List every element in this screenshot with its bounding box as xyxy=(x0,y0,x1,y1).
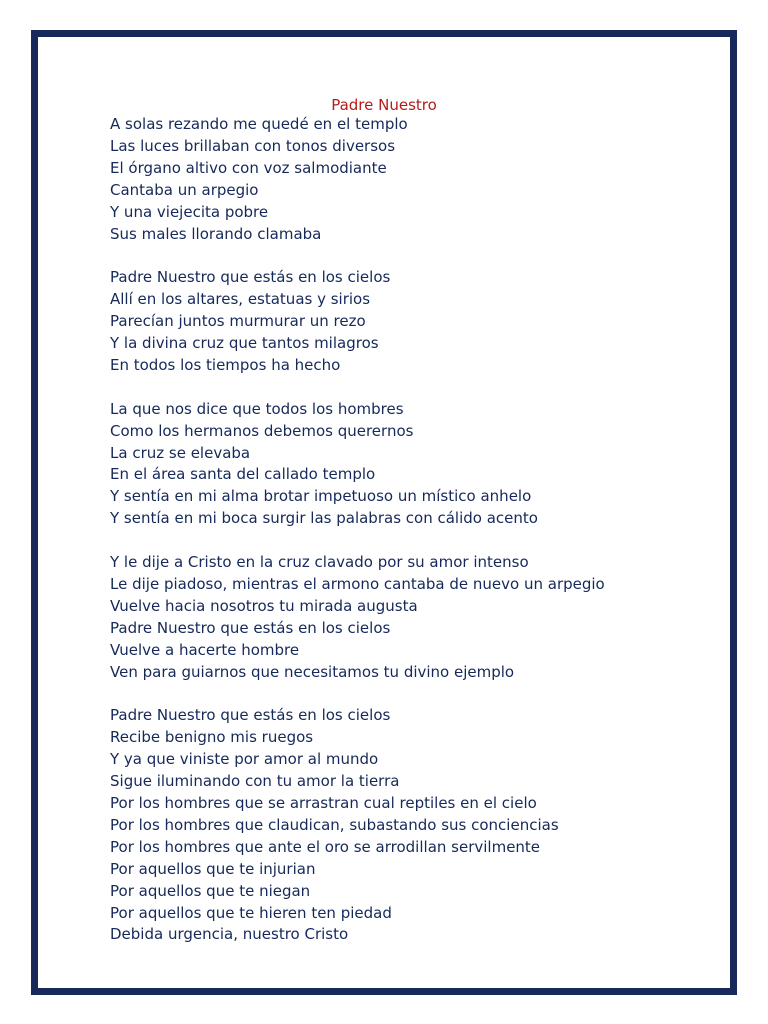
poem-line: La que nos dice que todos los hombres xyxy=(110,399,404,418)
poem-line: Padre Nuestro que estás en los cielos xyxy=(110,618,391,637)
poem-line: Y la divina cruz que tantos milagros xyxy=(110,334,379,353)
poem-line: Ven para guiarnos que necesitamos tu divino ejemplo xyxy=(110,662,515,681)
page-border-frame xyxy=(31,30,737,995)
stanza-5 xyxy=(110,705,730,946)
poem-line: Y sentía en mi boca surgir las palabras con cálido acento xyxy=(110,509,538,528)
poem-line: Vuelve a hacerte hombre xyxy=(110,640,300,659)
poem-body xyxy=(110,114,730,946)
poem-line: La cruz se elevaba xyxy=(110,443,251,462)
poem-line: Parecían juntos murmurar un rezo xyxy=(110,312,366,331)
stanza-2 xyxy=(110,267,730,377)
poem-line: Y una viejecita pobre xyxy=(110,202,269,221)
poem-line: Las luces brillaban con tonos diversos xyxy=(110,136,396,155)
poem-line: Por aquellos que te injurian xyxy=(110,859,316,878)
stanza-4 xyxy=(110,552,730,683)
poem-line: Por aquellos que te hieren ten piedad xyxy=(110,903,392,922)
poem-line: Como los hermanos debemos querernos xyxy=(110,421,414,440)
poem-line: Sus males llorando clamaba xyxy=(110,224,322,243)
poem-line: Por los hombres que ante el oro se arrodillan servilmente xyxy=(110,837,541,856)
poem-line: Le dije piadoso, mientras el armono cantaba de nuevo un arpegio xyxy=(110,574,605,593)
poem-line: En el área santa del callado templo xyxy=(110,465,376,484)
poem-line: A solas rezando me quedé en el templo xyxy=(110,115,408,133)
poem-line: Sigue iluminando con tu amor la tierra xyxy=(110,772,400,791)
poem-line: Debida urgencia, nuestro Cristo xyxy=(110,925,349,944)
poem-line: El órgano altivo con voz salmodiante xyxy=(110,158,387,177)
poem-line: Y sentía en mi alma brotar impetuoso un místico anhelo xyxy=(110,487,532,506)
poem-line: Y le dije a Cristo en la cruz clavado por su amor intenso xyxy=(110,553,529,572)
poem-line: Padre Nuestro que estás en los cielos xyxy=(110,706,391,725)
poem-line: Por aquellos que te niegan xyxy=(110,881,311,900)
poem-line: Por los hombres que claudican, subastando sus conciencias xyxy=(110,815,559,834)
poem-line: Por los hombres que se arrastran cual reptiles en el cielo xyxy=(110,794,537,813)
stanza-1 xyxy=(110,114,730,245)
poem-line: Allí en los altares, estatuas y sirios xyxy=(110,290,371,309)
poem-line: Padre Nuestro que estás en los cielos xyxy=(110,268,391,287)
poem-line: Cantaba un arpegio xyxy=(110,180,259,199)
poem-title: Padre Nuestro xyxy=(331,96,437,114)
poem-line: Recibe benigno mis ruegos xyxy=(110,728,314,747)
poem-line: Vuelve hacia nosotros tu mirada augusta xyxy=(110,596,418,615)
poem-line: Y ya que viniste por amor al mundo xyxy=(110,750,379,769)
poem-line: En todos los tiempos ha hecho xyxy=(110,355,341,374)
stanza-3 xyxy=(110,399,730,530)
